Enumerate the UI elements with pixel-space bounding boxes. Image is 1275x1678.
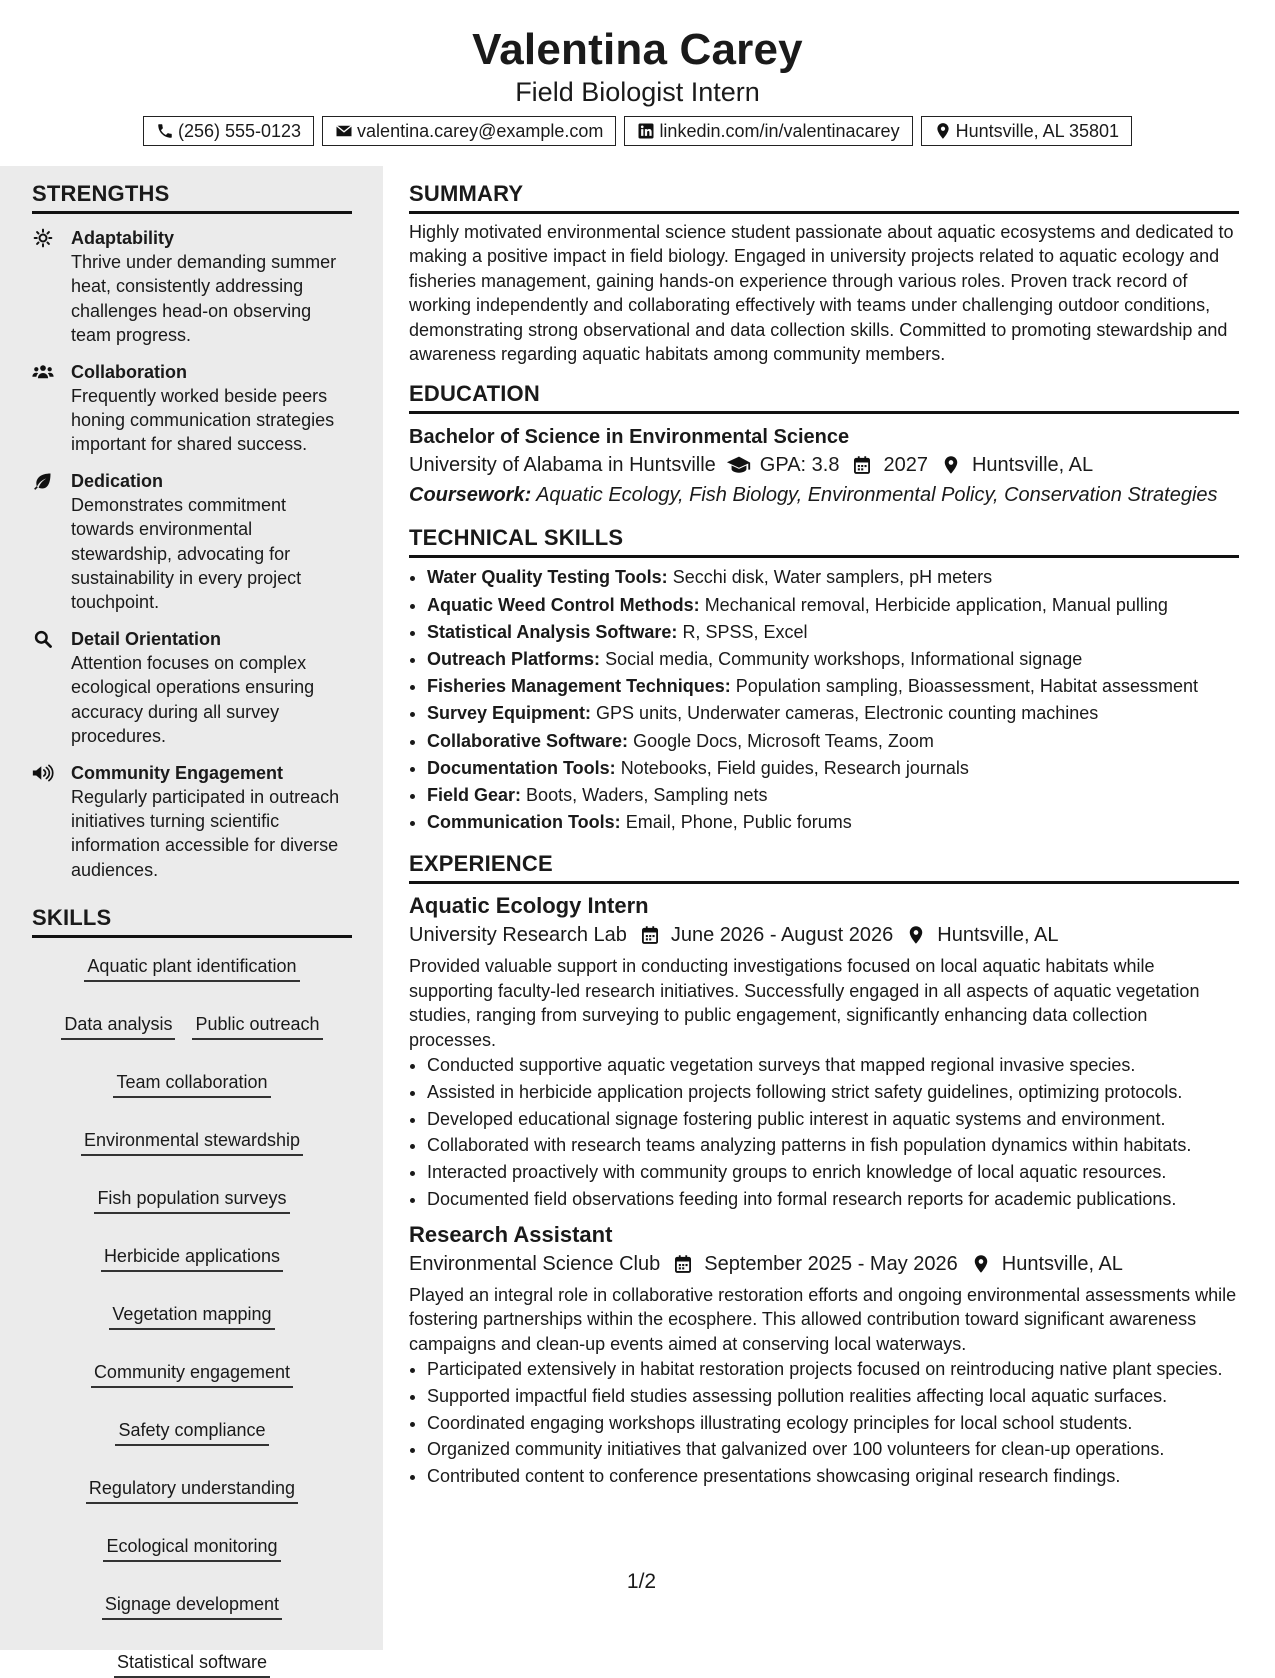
education-heading: EDUCATION xyxy=(409,380,1239,414)
summary-heading: SUMMARY xyxy=(409,180,1239,214)
list-item: • Collaborated with research teams analyzing patterns in fish population dynamics within habitats. xyxy=(427,1132,1239,1159)
skill-label: Survey Equipment: xyxy=(427,703,592,724)
list-item xyxy=(427,592,1239,619)
map-pin-icon xyxy=(934,122,952,140)
strengths-heading: STRENGTHS xyxy=(32,180,352,214)
list-item xyxy=(427,673,1239,700)
candidate-title: Field Biologist Intern xyxy=(515,77,760,107)
list-item xyxy=(427,619,1239,646)
job-description: Provided valuable support in conducting investigations focused on local aquatic habitats while supporting faculty-led research initiatives. Successfully engaged in all aspects of aquatic vegetation studies, ranging from surveying to public engagement, significantly enhancing data collection processes. xyxy=(409,956,1200,1050)
skill-tag: Data analysis xyxy=(61,1012,175,1040)
skill-value: GPS units, Underwater cameras, Electronic counting machines xyxy=(596,703,1099,724)
map-pin-icon xyxy=(938,455,964,475)
skill-tag: Ecological monitoring xyxy=(103,1534,280,1562)
job-description: Played an integral role in collaborative restoration efforts and ongoing environmental assessments while fostering partnerships within the ecosphere. This allowed contribution toward significant awareness campaigns and clean-up events aimed at conserving local waterways. xyxy=(409,1284,1237,1354)
list-item: • Organized community initiatives that galvanized over 100 volunteers for clean-up operations. xyxy=(427,1436,1239,1463)
list-item: • Assisted in herbicide application projects following strict safety guidelines, optimizing protocols. xyxy=(427,1079,1239,1106)
strength-desc: Attention focuses on complex ecological operations ensuring accuracy during all survey procedures. xyxy=(71,652,315,747)
leaf-icon xyxy=(32,471,54,491)
skill-label: Communication Tools: xyxy=(427,812,621,833)
page-number xyxy=(0,1570,1275,1594)
graduation-cap-icon xyxy=(726,455,752,475)
skill-tag: Regulatory understanding xyxy=(86,1476,298,1504)
strength-title: Collaboration xyxy=(71,361,187,382)
job-org: Environmental Science Club xyxy=(409,1252,661,1275)
skill-value: R, SPSS, Excel xyxy=(682,621,808,642)
list-item: • Developed educational signage fostering public interest in aquatic systems and environment. xyxy=(427,1106,1239,1133)
contact-bar xyxy=(0,116,1275,146)
skill-label: Water Quality Testing Tools: xyxy=(427,567,668,588)
page-number-text: 1/2 xyxy=(626,1570,657,1593)
skill-label: Documentation Tools: xyxy=(427,757,616,778)
strength-item xyxy=(32,627,352,749)
skill-value: Boots, Waders, Sampling nets xyxy=(526,785,768,806)
job-title: Aquatic Ecology Intern xyxy=(409,893,649,919)
skill-tag: Environmental stewardship xyxy=(81,1128,303,1156)
grad-year: 2027 xyxy=(883,454,928,477)
map-pin-icon xyxy=(903,925,929,945)
skill-value: Population sampling, Bioassessment, Habitat assessment xyxy=(735,676,1198,697)
list-item: • Participated extensively in habitat restoration projects focused on reintroducing native plant species. xyxy=(427,1356,1239,1383)
list-item xyxy=(427,755,1239,782)
job-bullets xyxy=(409,1356,1239,1490)
envelope-icon xyxy=(335,122,353,140)
skill-value: Google Docs, Microsoft Teams, Zoom xyxy=(633,730,934,751)
skills-heading: SKILLS xyxy=(32,904,352,938)
candidate-name: Valentina Carey xyxy=(472,25,803,74)
list-item: • Conducted supportive aquatic vegetation surveys that mapped regional invasive species. xyxy=(427,1052,1239,1079)
job-location: Huntsville, AL xyxy=(1001,1252,1123,1275)
technical-skills-list xyxy=(409,564,1239,836)
experience-heading: EXPERIENCE xyxy=(409,850,1239,884)
skill-value: Secchi disk, Water samplers, pH meters xyxy=(672,567,993,588)
list-item: • Supported impactful field studies assessing pollution realities affecting local aquatic surfaces. xyxy=(427,1383,1239,1410)
map-pin-icon xyxy=(968,1254,994,1274)
technical-skills-heading: TECHNICAL SKILLS xyxy=(409,524,1239,558)
skill-tag: Aquatic plant identification xyxy=(84,954,299,982)
skill-label: Field Gear: xyxy=(427,785,522,806)
contact-phone[interactable] xyxy=(143,116,314,146)
strength-item xyxy=(32,761,352,883)
skill-tag: Public outreach xyxy=(192,1012,322,1040)
gpa: GPA: 3.8 xyxy=(759,454,840,477)
list-item xyxy=(427,809,1239,836)
job-entry xyxy=(409,1221,1239,1490)
degree: Bachelor of Science in Environmental Science xyxy=(409,426,850,449)
contact-phone-text: (256) 555-0123 xyxy=(177,121,302,141)
search-icon xyxy=(32,629,54,649)
school: University of Alabama in Huntsville xyxy=(409,454,716,477)
calendar-icon xyxy=(849,455,875,475)
strength-desc: Frequently worked beside peers honing communication strategies important for shared success. xyxy=(71,385,335,455)
skill-tag: Fish population surveys xyxy=(94,1186,289,1214)
skill-label: Fisheries Management Techniques: xyxy=(427,676,731,697)
job-org: University Research Lab xyxy=(409,924,627,947)
skill-value: Email, Phone, Public forums xyxy=(625,812,852,833)
job-entry xyxy=(409,892,1239,1212)
skill-tag: Herbicide applications xyxy=(101,1244,283,1272)
education-section xyxy=(409,380,1239,510)
strength-desc: Regularly participated in outreach initiatives turning scientific information accessible for diverse audiences. xyxy=(71,786,340,880)
list-item: • Coordinated engaging workshops illustrating ecology principles for local school students. xyxy=(427,1410,1239,1437)
skill-label: Aquatic Weed Control Methods: xyxy=(427,594,700,615)
contact-location-text: Huntsville, AL 35801 xyxy=(955,121,1120,141)
list-item: • Documented field observations feeding into formal research reports for academic publications. xyxy=(427,1186,1239,1213)
list-item xyxy=(427,728,1239,755)
job-title: Research Assistant xyxy=(409,1221,613,1247)
contact-location[interactable] xyxy=(921,116,1132,146)
skill-value: Social media, Community workshops, Informational signage xyxy=(605,649,1083,670)
contact-email-text: valentina.carey@example.com xyxy=(357,121,604,141)
megaphone-icon xyxy=(32,763,54,783)
sidebar xyxy=(0,166,383,1673)
job-dates: September 2025 - May 2026 xyxy=(704,1252,958,1275)
coursework-list: Aquatic Ecology, Fish Biology, Environmental Policy, Conservation Strategies xyxy=(536,484,1218,507)
strength-desc: Thrive under demanding summer heat, consistently addressing challenges head-on observing team progress. xyxy=(71,252,337,346)
job-dates: June 2026 - August 2026 xyxy=(670,924,894,947)
phone-icon xyxy=(156,122,174,140)
list-item xyxy=(427,700,1239,727)
skill-label: Statistical Analysis Software: xyxy=(427,621,678,642)
strength-title: Dedication xyxy=(71,470,164,491)
strength-item xyxy=(32,360,352,457)
list-item xyxy=(427,564,1239,591)
job-meta xyxy=(409,1249,1239,1279)
job-location: Huntsville, AL xyxy=(937,924,1059,947)
strength-desc: Demonstrates commitment towards environmental stewardship, advocating for sustainability in every project touchpoint. xyxy=(71,494,302,613)
education-meta xyxy=(409,450,1239,480)
summary-section xyxy=(409,180,1239,366)
resume-header xyxy=(0,0,1275,146)
strength-title: Adaptability xyxy=(71,228,175,248)
summary-text: Highly motivated environmental science student passionate about aquatic ecosystems and dedicated to making a positive impact in field biology. Engaged in university projects related to aquatic ecology and fisheries management, gaining hands-on experience through various roles. Proven track record of working independently and collaborating effectively with teams under challenging outdoor conditions, demonstrating strong observational and data collection skills. Committed to promoting stewardship and awareness regarding aquatic habitats among community members. xyxy=(409,222,1234,365)
users-icon xyxy=(32,362,54,382)
list-item xyxy=(427,646,1239,673)
school-location: Huntsville, AL xyxy=(971,454,1094,477)
skill-value: Mechanical removal, Herbicide application, Manual pulling xyxy=(704,594,1168,615)
technical-skills-section xyxy=(409,524,1239,836)
skill-label: Collaborative Software: xyxy=(427,730,629,751)
skill-tag: Team collaboration xyxy=(113,1070,270,1098)
skill-value: Notebooks, Field guides, Research journals xyxy=(620,757,969,778)
skill-label: Outreach Platforms: xyxy=(427,649,601,670)
skill-tag: Safety compliance xyxy=(115,1418,268,1446)
linkedin-icon xyxy=(637,122,655,140)
job-meta xyxy=(409,920,1239,950)
sun-icon xyxy=(32,228,54,248)
strength-item xyxy=(32,469,352,615)
calendar-icon xyxy=(637,925,663,945)
job-bullets xyxy=(409,1052,1239,1213)
experience-section xyxy=(409,850,1239,1490)
list-item: • Interacted proactively with community groups to enrich knowledge of local aquatic resources. xyxy=(427,1159,1239,1186)
contact-linkedin-text: linkedin.com/in/valentinacarey xyxy=(659,121,900,141)
skill-tag: Signage development xyxy=(102,1592,282,1620)
coursework xyxy=(409,480,1239,510)
skill-tag: Community engagement xyxy=(91,1360,293,1388)
contact-linkedin[interactable] xyxy=(624,116,912,146)
list-item: • Contributed content to conference presentations showcasing original research findings. xyxy=(427,1463,1239,1490)
contact-email[interactable] xyxy=(322,116,616,146)
strength-item xyxy=(32,226,352,348)
list-item xyxy=(427,782,1239,809)
skill-tag: Vegetation mapping xyxy=(109,1302,274,1330)
coursework-label: Coursework: xyxy=(409,484,532,507)
skill-tag: Statistical software xyxy=(114,1650,270,1678)
calendar-icon xyxy=(670,1254,696,1274)
main-column xyxy=(409,180,1239,1504)
strength-title: Detail Orientation xyxy=(71,628,222,649)
strength-title: Community Engagement xyxy=(71,762,284,783)
